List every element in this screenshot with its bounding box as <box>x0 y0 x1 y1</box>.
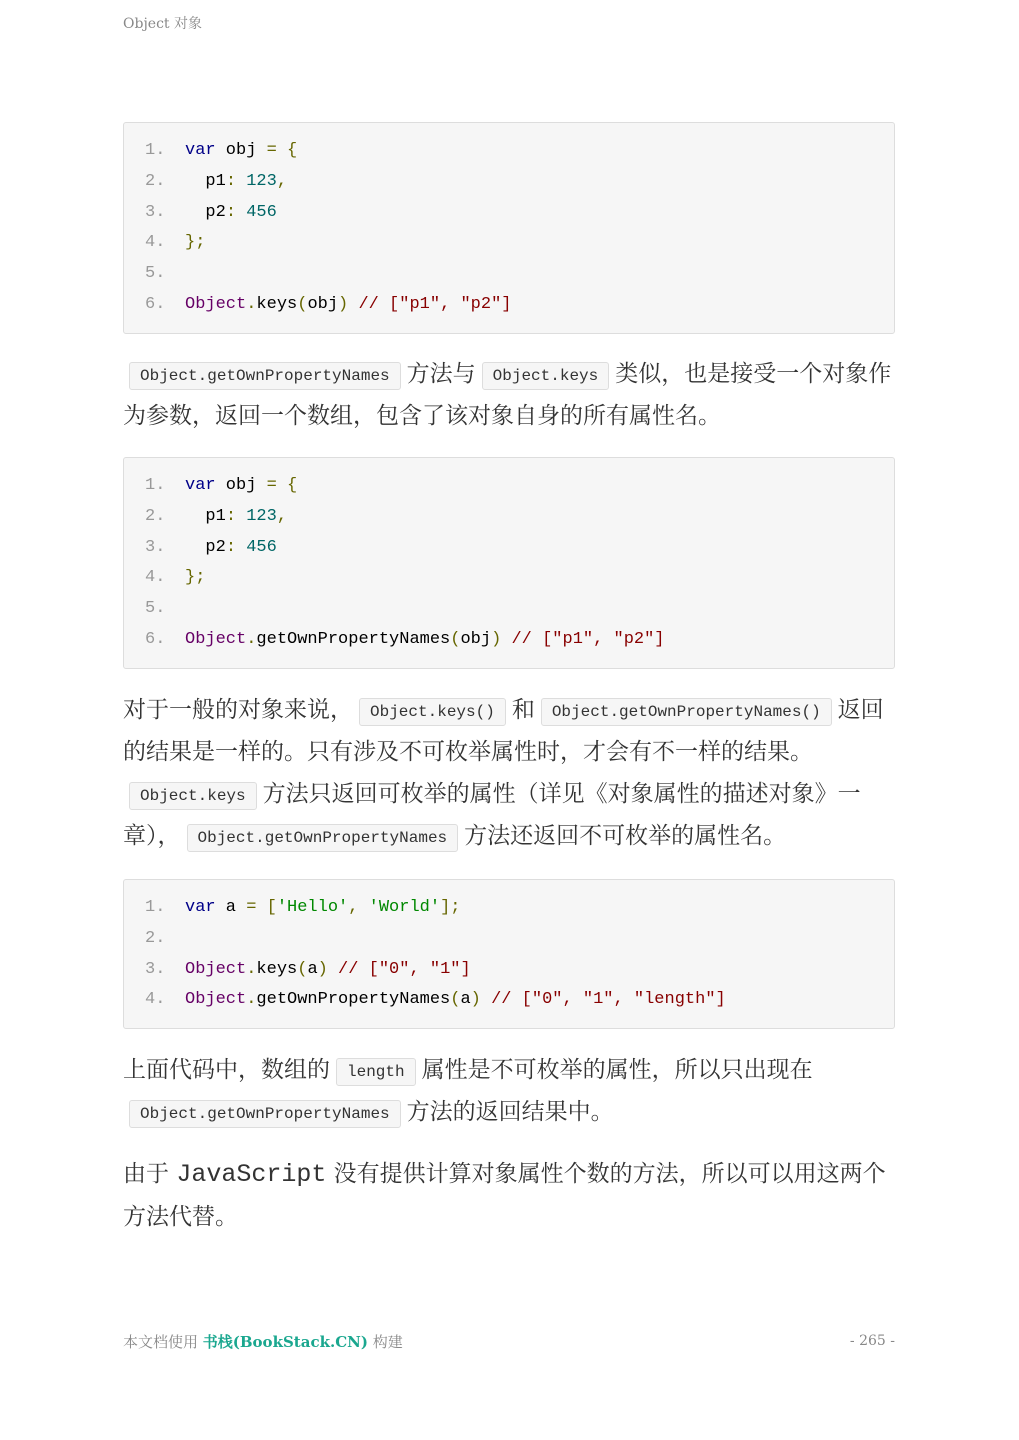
code-token <box>348 295 358 314</box>
code-token: 456 <box>246 537 277 557</box>
paragraph-length-note <box>123 1049 895 1133</box>
code-token: . <box>246 990 257 1010</box>
code-token: getOwnPropertyNames <box>256 629 451 649</box>
code-line <box>124 502 894 533</box>
code-token: }; <box>185 568 206 588</box>
code-token: a <box>215 898 247 917</box>
code-token: : <box>225 202 237 222</box>
code-token: keys <box>256 959 298 979</box>
code-line <box>124 136 894 167</box>
line-number: 1. <box>145 476 166 495</box>
code-token: ( <box>297 959 308 979</box>
code-token: p2 <box>185 202 226 222</box>
inline-code-getownpropertynames: Object.getOwnPropertyNames <box>129 1100 401 1128</box>
text: 属性是不可枚举的属性，所以只出现在 <box>421 1057 813 1083</box>
code-token: ) <box>470 990 481 1010</box>
code-text <box>185 167 287 198</box>
text: 对于一般的对象来说， <box>123 697 353 723</box>
code-line <box>124 625 894 656</box>
code-line <box>124 198 894 229</box>
code-text <box>185 893 460 924</box>
line-number: 2. <box>145 928 166 948</box>
code-token: , <box>276 506 288 526</box>
code-line <box>124 594 894 625</box>
inline-code-object-keys: Object.keys <box>129 782 257 810</box>
code-line <box>124 167 894 198</box>
code-token: ) <box>491 629 502 649</box>
inline-code-length: length <box>336 1058 416 1086</box>
code-token: : <box>225 506 237 526</box>
code-token <box>277 476 287 495</box>
code-token: p1 <box>185 506 226 526</box>
code-token <box>236 507 246 526</box>
code-token: obj <box>215 476 267 495</box>
code-token <box>236 538 246 557</box>
code-text <box>185 136 297 167</box>
code-token: // ["0", "1"] <box>338 959 471 979</box>
mono-javascript: JavaScript <box>176 1160 327 1189</box>
code-line <box>124 924 894 955</box>
paragraph-comparison <box>123 689 895 857</box>
code-token: ) <box>338 294 349 314</box>
paragraph-keys-intro <box>123 353 895 437</box>
code-token: = <box>266 141 277 160</box>
code-token: { <box>287 141 298 160</box>
text: 类似，也是接受一个对象作为参数，返回一个数组，包含了该对象自身的所有属性名。 <box>123 361 892 429</box>
code-token: // ["p1", "p2"] <box>358 294 512 314</box>
line-number: 4. <box>145 990 166 1010</box>
code-block-2 <box>123 457 895 669</box>
code-token <box>328 960 338 979</box>
code-token: ( <box>450 629 461 649</box>
content <box>123 122 895 1238</box>
text: 方法与 <box>406 361 476 387</box>
code-line <box>124 893 894 924</box>
line-number: 3. <box>145 537 166 557</box>
code-token <box>277 141 287 160</box>
code-text <box>185 625 665 656</box>
code-text <box>185 533 277 564</box>
text: 由于 <box>123 1161 177 1187</box>
code-token: // ["p1", "p2"] <box>511 629 665 649</box>
code-text <box>185 471 297 502</box>
line-number: 6. <box>145 629 166 649</box>
code-token: var <box>185 141 216 160</box>
code-token: : <box>225 171 237 191</box>
code-token: = <box>246 898 257 917</box>
footer-prefix: 本文档使用 <box>123 1333 203 1351</box>
code-token: 456 <box>246 202 277 222</box>
code-line <box>124 228 894 259</box>
inline-code-object-keys: Object.keys <box>482 362 610 390</box>
code-token: p1 <box>185 171 226 191</box>
code-token <box>236 203 246 222</box>
text: 返回的结果是一样的。只有涉及不可枚举属性时，才会有不一样的结果。 <box>123 697 884 765</box>
code-text <box>185 985 726 1016</box>
line-number: 3. <box>145 202 166 222</box>
line-number: 6. <box>145 294 166 314</box>
text: 方法只返回可枚举的属性（详见《对象属性的描述对象》一章）， <box>123 781 861 849</box>
code-token: keys <box>256 294 298 314</box>
code-line <box>124 259 894 290</box>
code-token: obj <box>307 294 339 314</box>
code-token: // ["0", "1", "length"] <box>491 990 726 1010</box>
code-token: a <box>460 990 471 1010</box>
code-token <box>358 898 368 917</box>
code-token: 'Hello' <box>276 898 349 917</box>
code-token: getOwnPropertyNames <box>256 990 451 1010</box>
code-line <box>124 955 894 986</box>
code-token <box>236 172 246 191</box>
text: 没有提供计算对象属性个数的方法，所以可以用这两个方法代替。 <box>123 1161 886 1230</box>
code-token: Object <box>185 990 247 1010</box>
code-token: 123 <box>246 506 277 526</box>
code-token: 123 <box>246 171 277 191</box>
code-token <box>501 630 511 649</box>
code-token: . <box>246 959 257 979</box>
code-line <box>124 533 894 564</box>
code-token: obj <box>460 629 492 649</box>
line-number: 5. <box>145 599 166 619</box>
code-text <box>185 563 205 594</box>
code-token: p2 <box>185 537 226 557</box>
code-line <box>124 985 894 1016</box>
code-line <box>124 563 894 594</box>
code-text <box>185 502 287 533</box>
code-token: var <box>185 476 216 495</box>
footer-brand-link[interactable]: 书栈(BookStack.CN) <box>202 1333 368 1351</box>
footer-suffix: 构建 <box>367 1333 403 1351</box>
code-token: { <box>287 476 298 495</box>
inline-code-getownpropertynames: Object.getOwnPropertyNames <box>129 362 401 390</box>
code-token: 'World' <box>368 898 441 917</box>
code-token: var <box>185 898 216 917</box>
line-number: 1. <box>145 898 166 917</box>
line-number: 4. <box>145 233 166 253</box>
line-number: 2. <box>145 171 166 191</box>
code-token: }; <box>185 233 206 253</box>
paragraph-count-note <box>123 1153 895 1238</box>
text: 方法还返回不可枚举的属性名。 <box>464 823 787 849</box>
code-token: obj <box>215 141 267 160</box>
inline-code-getownpropertynames-call: Object.getOwnPropertyNames() <box>541 698 832 726</box>
line-number: 1. <box>145 141 166 160</box>
code-block-3 <box>123 879 895 1029</box>
line-number: 3. <box>145 959 166 979</box>
code-text <box>185 198 277 229</box>
text: 和 <box>511 697 535 723</box>
code-text <box>185 228 205 259</box>
inline-code-object-keys-call: Object.keys() <box>359 698 506 726</box>
code-token: Object <box>185 629 247 649</box>
code-token: [ <box>266 898 277 917</box>
code-token: . <box>246 294 257 314</box>
code-token: . <box>246 629 257 649</box>
code-token <box>481 990 491 1009</box>
line-number: 2. <box>145 506 166 526</box>
line-number: 5. <box>145 264 166 284</box>
page-header-title: Object 对象 <box>123 16 202 32</box>
code-token <box>256 898 266 917</box>
code-token: , <box>348 898 359 917</box>
inline-code-getownpropertynames: Object.getOwnPropertyNames <box>187 824 459 852</box>
code-token: : <box>225 537 237 557</box>
code-text <box>185 955 471 986</box>
footer-credit <box>123 1331 403 1352</box>
code-token: ) <box>317 959 328 979</box>
page-number: - 265 - <box>849 1333 895 1349</box>
code-token: , <box>276 171 288 191</box>
code-token: ( <box>297 294 308 314</box>
code-token: a <box>307 959 318 979</box>
code-token: = <box>266 476 277 495</box>
code-line <box>124 290 894 321</box>
code-text <box>185 290 511 321</box>
code-token: Object <box>185 294 247 314</box>
line-number: 4. <box>145 568 166 588</box>
code-token: ( <box>450 990 461 1010</box>
text: 上面代码中，数组的 <box>123 1057 330 1083</box>
code-block-1 <box>123 122 895 334</box>
code-line <box>124 471 894 502</box>
code-token: Object <box>185 959 247 979</box>
text: 方法的返回结果中。 <box>406 1099 614 1125</box>
code-token: ]; <box>440 898 461 917</box>
